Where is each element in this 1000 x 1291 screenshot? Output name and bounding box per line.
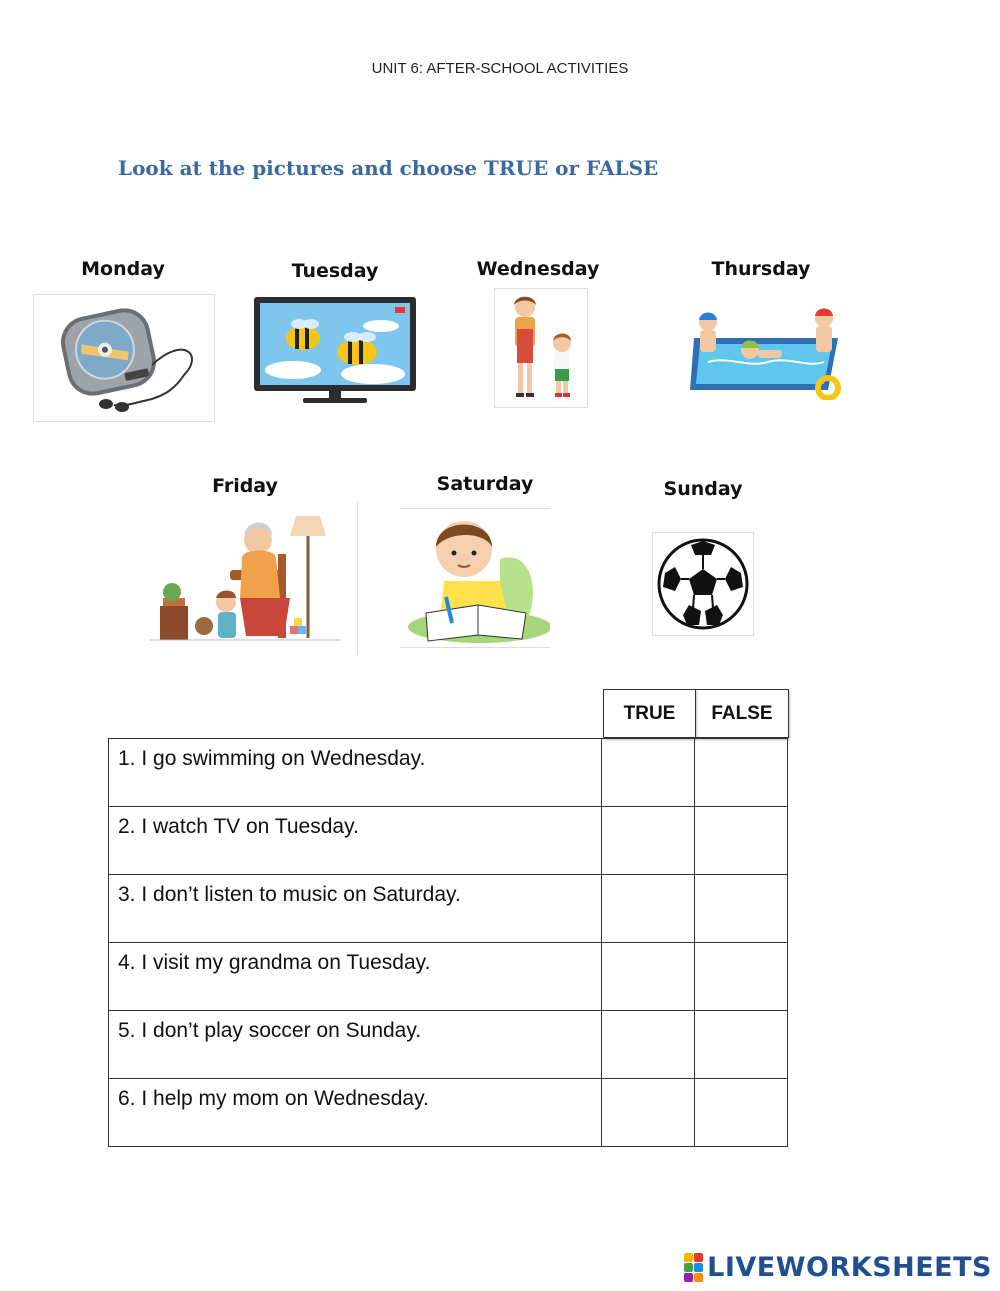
true-answer-box[interactable]	[602, 1079, 695, 1147]
boy-writing-icon	[400, 508, 550, 648]
table-row	[109, 1079, 788, 1147]
swimming-pool-icon	[688, 296, 844, 400]
true-answer-box[interactable]	[602, 1011, 695, 1079]
false-answer-box[interactable]	[695, 1079, 788, 1147]
true-answer-box[interactable]	[602, 943, 695, 1011]
instruction-heading: Look at the pictures and choose TRUE or FALSE	[118, 156, 659, 180]
day-label-monday: Monday	[81, 258, 165, 280]
table-row	[109, 807, 788, 875]
true-false-table	[108, 738, 788, 1147]
table-row	[109, 943, 788, 1011]
table-row	[109, 875, 788, 943]
day-label-tuesday: Tuesday	[291, 260, 379, 282]
false-answer-box[interactable]	[695, 739, 788, 807]
unit-title: UNIT 6: AFTER-SCHOOL ACTIVITIES	[371, 60, 629, 77]
false-answer-box[interactable]	[695, 875, 788, 943]
day-label-wednesday: Wednesday	[476, 258, 600, 280]
header-true: TRUE	[603, 689, 696, 738]
true-answer-box[interactable]	[602, 739, 695, 807]
header-false: FALSE	[695, 689, 789, 738]
day-label-saturday: Saturday	[436, 473, 534, 495]
true-answer-box[interactable]	[602, 875, 695, 943]
table-row	[109, 739, 788, 807]
day-label-friday: Friday	[212, 475, 278, 497]
statement-text: 2. I watch TV on Tuesday.	[109, 807, 602, 875]
grandma-icon	[130, 502, 358, 654]
statement-text: 6. I help my mom on Wednesday.	[109, 1079, 602, 1147]
soccer-ball-icon	[652, 532, 754, 636]
false-answer-box[interactable]	[695, 807, 788, 875]
day-label-sunday: Sunday	[663, 478, 743, 500]
table-row	[109, 1011, 788, 1079]
liveworksheets-logo-icon	[684, 1253, 703, 1282]
cd-player-icon	[33, 294, 215, 422]
statement-text: 1. I go swimming on Wednesday.	[109, 739, 602, 807]
brand-name: LIVEWORKSHEETS	[707, 1252, 992, 1283]
true-answer-box[interactable]	[602, 807, 695, 875]
false-answer-box[interactable]	[695, 1011, 788, 1079]
liveworksheets-logo	[684, 1252, 992, 1283]
tv-icon	[253, 296, 417, 406]
false-answer-box[interactable]	[695, 943, 788, 1011]
statement-text: 4. I visit my grandma on Tuesday.	[109, 943, 602, 1011]
statement-text: 3. I don’t listen to music on Saturday.	[109, 875, 602, 943]
mom-and-boy-icon	[494, 288, 588, 408]
statement-text: 5. I don’t play soccer on Sunday.	[109, 1011, 602, 1079]
day-label-thursday: Thursday	[711, 258, 811, 280]
